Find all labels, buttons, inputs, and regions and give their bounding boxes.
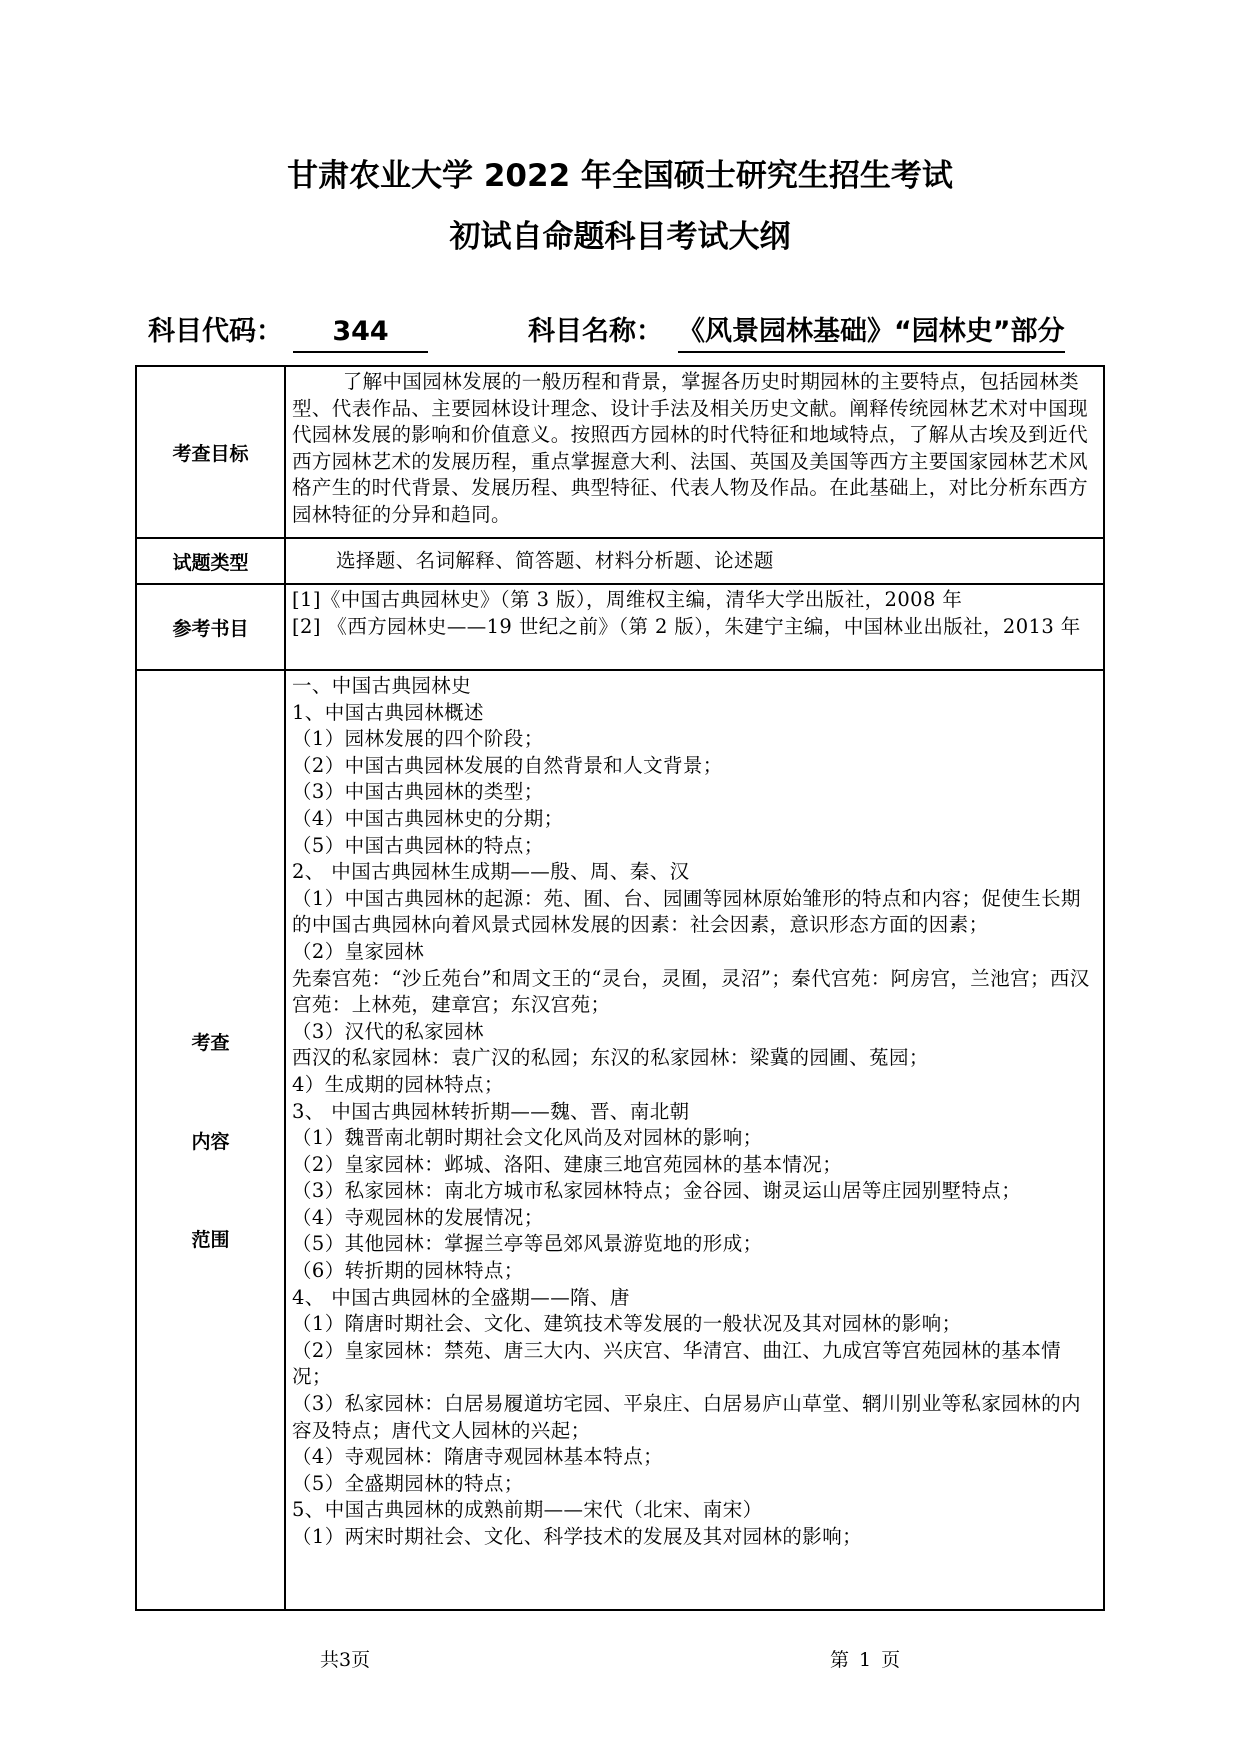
scope-item: （2）皇家园林：禁苑、唐三大内、兴庆宫、华清宫、曲江、九成宫等宫苑园林的基本情况； — [292, 1338, 1062, 1389]
scope-item: （1）两宋时期社会、文化、科学技术的发展及其对园林的影响； — [292, 1525, 863, 1548]
scope-item: 4）生成期的园林特点； — [292, 1072, 504, 1096]
subject-code-value: 344 — [293, 313, 428, 353]
page-number: 第 1 页 — [830, 1649, 901, 1671]
document-title: 甘肃农业大学 2022 年全国硕士研究生招生考试 — [287, 158, 953, 194]
exam-scope-content — [285, 670, 1104, 1610]
scope-item: （2）皇家园林 — [292, 939, 425, 963]
row-label-reference-books: 参考书目 — [136, 584, 285, 670]
scope-item: （2）中国古典园林发展的自然背景和人文背景； — [292, 753, 723, 777]
syllabus-table — [135, 365, 1105, 1611]
question-types-text: 选择题、名词解释、简答题、材料分析题、论述题 — [285, 538, 1104, 584]
subject-name-value: 《风景园林基础》“园林史”部分 — [678, 313, 1065, 353]
table-row-exam-scope — [136, 670, 1104, 1610]
table-row-exam-goal — [136, 366, 1104, 538]
scope-label-part: 范围 — [191, 1229, 230, 1251]
scope-item: （3）汉代的私家园林 — [292, 1019, 484, 1043]
scope-item: （2）皇家园林：邺城、洛阳、建康三地宫苑园林的基本情况； — [292, 1152, 843, 1176]
reference-books-content — [285, 584, 1104, 670]
table-row-question-types — [136, 538, 1104, 584]
scope-section: 4、 中国古典园林的全盛期——隋、唐 — [292, 1285, 630, 1309]
scope-item: （4）寺观园林：隋唐寺观园林基本特点； — [292, 1445, 664, 1469]
exam-goal-text: 了解中国园林发展的一般历程和背景，掌握各历史时期园林的主要特点，包括园林类型、代表作品、主要园林设计理念、设计手法及相关历史文献。阐释传统园林艺术对中国现代园林发展的影响和价值意义。按照西方园林的时代特征和地域特点，了解从古埃及到近代西方园林艺术的发展历程，重点掌握意大利、法国、英国及美国等西方主要国家园林艺术风格产生的时代背景、发展历程、典型特征、代表人物及作品。在此基础上，对比分析东西方园林特征的分异和趋同。 — [292, 370, 1089, 526]
document-subtitle: 初试自命题科目考试大纲 — [449, 219, 791, 255]
row-label-exam-goal: 考查目标 — [136, 366, 285, 538]
scope-item: （1）园林发展的四个阶段； — [292, 727, 544, 751]
scope-item: （4）中国古典园林史的分期； — [292, 806, 564, 830]
scope-item: （3）私家园林：白居易履道坊宅园、平泉庄、白居易庐山草堂、辋川别业等私家园林的内容及特点；唐代文人园林的兴起； — [292, 1392, 1081, 1442]
row-label-exam-scope — [136, 670, 285, 1610]
scope-item: （3）私家园林：南北方城市私家园林特点；金谷园、谢灵运山居等庄园别墅特点； — [292, 1179, 1022, 1203]
subject-name-label: 科目名称： — [528, 316, 663, 347]
scope-heading: 一、中国古典园林史 — [292, 674, 472, 697]
exam-goal-content — [285, 366, 1104, 538]
scope-section: 3、 中国古典园林转折期——魏、晋、南北朝 — [292, 1099, 690, 1123]
scope-item: （1）中国古典园林的起源：苑、囿、台、园圃等园林原始雏形的特点和内容；促使生长期的中国古典园林向着风景式园林发展的因素：社会因素，意识形态方面的因素； — [292, 886, 1081, 937]
scope-detail: 西汉的私家园林：袁广汉的私园；东汉的私家园林：梁冀的园圃、菟园； — [292, 1046, 929, 1070]
scope-item: （1）魏晋南北朝时期社会文化风尚及对园林的影响； — [292, 1126, 763, 1150]
total-pages: 共3页 — [320, 1649, 371, 1671]
subject-info — [148, 313, 1108, 353]
reference-book-item: [1]《中国古典园林史》（第 3 版），周维权主编，清华大学出版社，2008 年 — [292, 588, 963, 611]
scope-item: （5）全盛期园林的特点； — [292, 1471, 524, 1495]
row-label-question-types: 试题类型 — [136, 538, 285, 584]
table-row-reference-books — [136, 584, 1104, 670]
scope-label-part: 考查 — [191, 1032, 230, 1054]
scope-item: （5）中国古典园林的特点； — [292, 833, 544, 857]
scope-item: （1）隋唐时期社会、文化、建筑技术等发展的一般状况及其对园林的影响； — [292, 1312, 962, 1336]
reference-book-item: [2] 《西方园林史——19 世纪之前》（第 2 版），朱建宁主编，中国林业出版社，2013 年 — [292, 614, 1081, 638]
scope-section: 2、 中国古典园林生成期——殷、周、秦、汉 — [292, 860, 690, 884]
scope-label-part: 内容 — [191, 1130, 230, 1153]
scope-item: （3）中国古典园林的类型； — [292, 780, 544, 804]
subject-code-label: 科目代码： — [148, 316, 283, 347]
scope-item: （6）转折期的园林特点； — [292, 1259, 524, 1283]
scope-detail: 先秦宫苑：“沙丘苑台”和周文王的“灵台，灵囿，灵沼”；秦代宫苑：阿房宫，兰池宫；西汉宫苑：上林苑，建章宫；东汉宫苑； — [292, 966, 1090, 1017]
scope-item: （5）其他园林：掌握兰亭等邑郊风景游览地的形成； — [292, 1232, 763, 1256]
scope-section: 5、中国古典园林的成熟前期——宋代（北宋、南宋） — [292, 1498, 763, 1522]
scope-item: （4）寺观园林的发展情况； — [292, 1205, 544, 1229]
scope-section: 1、中国古典园林概述 — [292, 700, 484, 724]
